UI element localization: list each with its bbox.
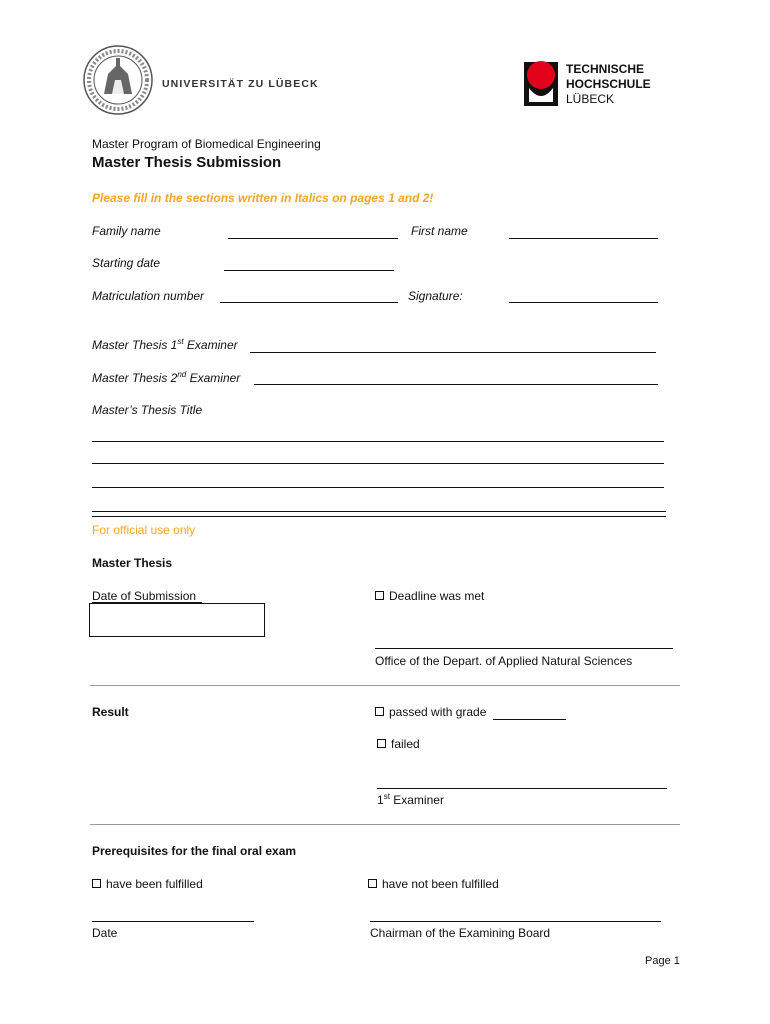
office-signature-field[interactable]	[375, 648, 673, 649]
fulfilled-option[interactable]: have been fulfilled	[92, 877, 203, 891]
th-name-line3: LÜBECK	[566, 92, 615, 106]
first-examiner-signature-field[interactable]	[377, 788, 667, 789]
section-divider-2	[90, 824, 680, 825]
instruction-text: Please fill in the sections written in Italics on pages 1 and 2!	[92, 191, 434, 205]
separator-double-line	[92, 511, 666, 517]
family-name-field[interactable]	[228, 238, 398, 239]
th-logo-mark-icon	[524, 58, 558, 106]
grade-field[interactable]	[493, 719, 566, 720]
family-name-label: Family name	[92, 224, 161, 238]
examiner2-field[interactable]	[254, 384, 658, 385]
signature-field[interactable]	[509, 302, 658, 303]
starting-date-label: Starting date	[92, 256, 161, 270]
th-name-line1: TECHNISCHE	[566, 62, 645, 76]
result-heading: Result	[92, 705, 129, 719]
uni-name: UNIVERSITÄT ZU LÜBECK	[162, 78, 319, 90]
master-thesis-heading: Master Thesis	[92, 556, 173, 570]
failed-option[interactable]: failed	[377, 737, 420, 751]
starting-date-field[interactable]	[224, 270, 394, 271]
page-number: Page 1	[645, 955, 680, 967]
thesis-title-label: Master’s Thesis Title	[92, 403, 203, 417]
matriculation-label: Matriculation number	[92, 289, 205, 303]
page-title: Master Thesis Submission	[92, 154, 282, 171]
passed-checkbox[interactable]	[375, 707, 384, 716]
matriculation-field[interactable]	[220, 302, 398, 303]
thesis-title-line-3[interactable]	[92, 487, 664, 488]
deadline-checkbox[interactable]	[375, 591, 384, 600]
chairman-signature-field[interactable]	[370, 921, 661, 922]
date-of-submission-label: Date of Submission	[92, 589, 197, 603]
thesis-title-line-2[interactable]	[92, 463, 664, 464]
th-luebeck-logo	[524, 58, 674, 108]
prerequisites-heading: Prerequisites for the final oral exam	[92, 844, 297, 858]
chairman-label: Chairman of the Examining Board	[370, 926, 551, 940]
deadline-met-option[interactable]: Deadline was met	[375, 589, 484, 603]
first-name-field[interactable]	[509, 238, 658, 239]
passed-option[interactable]: passed with grade	[375, 705, 486, 719]
not-fulfilled-option[interactable]: have not been fulfilled	[368, 877, 499, 891]
thesis-title-line-1[interactable]	[92, 441, 664, 442]
date-field[interactable]	[92, 921, 254, 922]
th-name-line2: HOCHSCHULE	[566, 77, 651, 91]
fulfilled-checkbox[interactable]	[92, 879, 101, 888]
examiner2-label: Master Thesis 2nd Examiner	[92, 370, 241, 385]
not-fulfilled-checkbox[interactable]	[368, 879, 377, 888]
examiner1-label: Master Thesis 1st Examiner	[92, 337, 238, 352]
date-label: Date	[92, 926, 118, 940]
section-divider-1	[90, 685, 680, 686]
signature-label: Signature:	[408, 289, 463, 303]
failed-checkbox[interactable]	[377, 739, 386, 748]
examiner1-field[interactable]	[250, 352, 656, 353]
office-label: Office of the Depart. of Applied Natural Sciences	[375, 654, 633, 668]
official-use-label: For official use only	[92, 523, 196, 537]
uni-luebeck-logo	[82, 44, 319, 114]
date-of-submission-box[interactable]	[89, 603, 265, 637]
first-examiner-label: 1st Examiner	[377, 792, 444, 807]
first-name-label: First name	[411, 224, 468, 238]
university-seal-icon	[82, 44, 154, 116]
program-name: Master Program of Biomedical Engineering	[92, 137, 321, 151]
